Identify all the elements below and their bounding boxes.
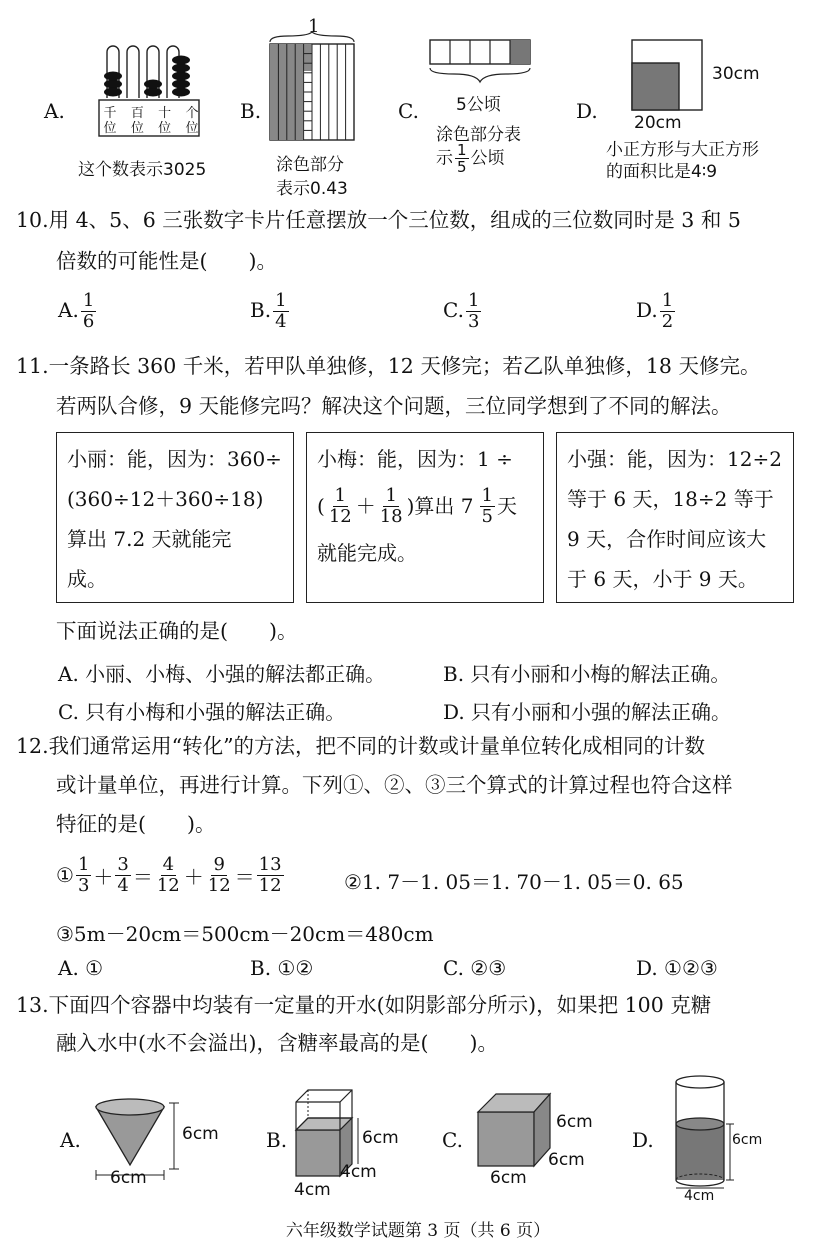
plus-sign: ＋ (183, 864, 204, 889)
q11-solution-box-xiaoli (56, 432, 294, 603)
q9-option-d-caption-1: 小正方形与大正方形 (606, 140, 759, 160)
box-line: 算出 7.2 天就能完 (67, 527, 232, 551)
q10-line-1: 10.用 4、5、6 三张数字卡片任意摆放一个三位数，组成的三位数同时是 3 和 5 (16, 208, 741, 232)
q10-option-d[interactable] (636, 291, 677, 332)
q11-solution-box-xiaomei (306, 432, 544, 603)
q12-option-c[interactable]: C. ②③ (443, 956, 507, 980)
q11-option-a[interactable]: A. 小丽、小梅、小强的解法都正确。 (58, 662, 386, 686)
fraction (480, 486, 495, 527)
q10-option-b[interactable] (250, 291, 291, 332)
plus-sign: ＋ (355, 494, 376, 518)
fraction-numerator: 1 (77, 853, 90, 875)
abacus-label-ones: 个位 (185, 106, 199, 136)
q13-line-2: 融入水中(水不会溢出)，含糖率最高的是( )。 (56, 1031, 498, 1055)
fraction-numerator: 1 (457, 141, 467, 159)
option-letter: C. (443, 298, 464, 322)
option-letter: A. (58, 298, 79, 322)
box-line: 成。 (67, 567, 107, 591)
q9-option-d-letter: D. (576, 99, 598, 123)
fraction (206, 855, 233, 896)
fraction (115, 855, 130, 896)
fraction-denominator: 6 (82, 311, 95, 332)
q13-option-c-depth: 6cm (548, 1150, 585, 1170)
circled-one: ① (56, 863, 74, 887)
q10-option-a[interactable] (58, 291, 98, 332)
fraction-numerator: 13 (258, 853, 282, 875)
box-line: 等于 6 天，18÷2 等于 (567, 487, 774, 511)
equals-sign: ＝ (132, 864, 153, 889)
option-fraction (660, 291, 675, 332)
q13-option-a-letter[interactable]: A. (60, 1128, 81, 1152)
q11-option-c[interactable]: C. 只有小梅和小强的解法正确。 (58, 700, 346, 724)
fraction (257, 855, 284, 896)
q12-line-2: 或计量单位，再进行计算。下列①、②、③三个算式的计算过程也符合这样 (56, 773, 733, 797)
q13-option-c-letter[interactable]: C. (442, 1128, 463, 1152)
q12-line-1: 12.我们通常运用“转化”的方法，把不同的计数或计量单位转化成相同的计数 (16, 734, 706, 758)
option-fraction (466, 291, 481, 332)
q13-line-1: 13.下面四个容器中均装有一定量的开水(如阴影部分所示)，如果把 100 克糖 (16, 993, 712, 1017)
q11-line-1: 11.一条路长 360 千米，若甲队单独修，12 天修完；若乙队单独修，18 天修完。 (16, 354, 761, 378)
q9-option-b-top-label: 1 (308, 16, 320, 37)
plus-sign: ＋ (93, 864, 114, 889)
option-fraction (273, 291, 288, 332)
box-line: 小强：能，因为：12÷2 (567, 447, 782, 471)
q13-option-b-depth: 4cm (340, 1162, 377, 1182)
q13-option-a-width: 6cm (110, 1168, 147, 1188)
q13-option-d-height: 6cm (732, 1132, 763, 1148)
q13-option-c-height: 6cm (556, 1112, 593, 1132)
fraction-denominator: 2 (661, 311, 674, 332)
q13-option-d-width: 4cm (684, 1188, 715, 1204)
fraction-denominator: 3 (467, 311, 480, 332)
q9-option-d-side-label: 30cm (712, 64, 760, 84)
q12-option-b[interactable]: B. ①② (250, 956, 314, 980)
q13-option-a-height: 6cm (182, 1124, 219, 1144)
box-line: 小丽：能，因为：360÷ (67, 447, 282, 471)
q11-option-d[interactable]: D. 只有小丽和小强的解法正确。 (443, 700, 732, 724)
option-fraction (81, 291, 96, 332)
fraction-denominator: 12 (207, 874, 231, 896)
fraction-denominator: 18 (379, 505, 403, 527)
fraction-numerator: 1 (467, 290, 480, 311)
q12-expression-3: ③5m－20cm＝500cm－20cm＝480cm (56, 922, 434, 946)
q9-option-d-caption-2: 的面积比是4∶9 (606, 162, 718, 182)
q12-expression-2: ②1. 7－1. 05＝1. 70－1. 05＝0. 65 (344, 870, 684, 894)
q11-option-b[interactable]: B. 只有小丽和小梅的解法正确。 (443, 662, 731, 686)
abacus-label-thousands: 千位 (103, 106, 117, 136)
q9-option-c-caption-2: 涂色部分表 (436, 125, 521, 145)
box-line: (360÷12＋360÷18) (67, 487, 264, 511)
q11-question: 下面说法正确的是( )。 (56, 619, 298, 643)
option-letter: D. (636, 298, 658, 322)
q12-option-a[interactable]: A. ① (58, 956, 104, 980)
fraction (327, 486, 354, 527)
q10-option-c[interactable] (443, 291, 483, 332)
page-footer: 六年级数学试题第 3 页（共 6 页） (285, 1221, 551, 1241)
box-line-fractions (317, 479, 533, 533)
q9-option-c-letter: C. (398, 99, 419, 123)
box-text: 天 (496, 494, 517, 518)
fraction-numerator: 1 (82, 290, 95, 311)
q13-option-b-width: 4cm (294, 1180, 331, 1200)
fraction-numerator: 1 (661, 290, 674, 311)
fraction-numerator: 1 (385, 484, 397, 506)
q9-option-c-fraction (455, 142, 469, 175)
box-line: 就能完成。 (317, 541, 417, 565)
q9-option-b-caption-1: 涂色部分 (276, 155, 344, 175)
hectare-bar-figure (428, 38, 534, 90)
q9-option-b-caption-2: 表示0.43 (276, 179, 348, 199)
q13-option-b-height: 6cm (362, 1128, 399, 1148)
fraction-numerator: 1 (334, 484, 346, 506)
box-line: 于 6 天，小于 9 天。 (567, 567, 758, 591)
fraction-numerator: 4 (162, 853, 175, 875)
q12-option-d[interactable]: D. ①②③ (636, 956, 718, 980)
fraction (378, 486, 405, 527)
q9-option-c-caption-3-pre: 示 (436, 148, 453, 169)
abacus-place-labels (103, 106, 199, 136)
fraction (155, 855, 182, 896)
q11-solution-box-xiaoqiang (556, 432, 794, 603)
abacus-label-tens: 十位 (158, 106, 172, 136)
fraction-denominator: 4 (275, 311, 287, 332)
q9-option-d-bottom-label: 20cm (634, 113, 682, 133)
q13-option-d-letter[interactable]: D. (632, 1128, 654, 1152)
fraction-denominator: 5 (481, 505, 493, 527)
q10-line-2: 倍数的可能性是( )。 (56, 249, 277, 273)
fraction-numerator: 1 (275, 290, 287, 311)
q9-option-c-caption-3-post: 公顷 (470, 148, 505, 169)
q11-line-2: 若两队合修，9 天能修完吗？解决这个问题，三位同学想到了不同的解法。 (56, 394, 732, 418)
fraction-numerator: 1 (481, 484, 493, 506)
box-line: 小梅：能，因为：1 ÷ (317, 447, 513, 471)
q12-expression-1 (56, 848, 286, 902)
q12-line-3: 特征的是( )。 (56, 812, 216, 836)
cube-container-figure (474, 1090, 554, 1170)
q9-option-c-caption-3 (436, 142, 505, 175)
fraction-denominator: 12 (258, 874, 282, 896)
option-letter: B. (250, 298, 272, 322)
fraction (76, 855, 91, 896)
fraction-numerator: 3 (117, 853, 129, 875)
equals-sign: ＝ (234, 864, 255, 889)
box-line: 9 天，合作时间应该大 (567, 527, 767, 551)
fraction-denominator: 4 (117, 874, 129, 896)
fraction-numerator: 9 (213, 853, 225, 875)
fraction-denominator: 5 (457, 158, 467, 176)
fraction-denominator: 12 (328, 505, 352, 527)
fraction-denominator: 12 (156, 874, 180, 896)
paren: ( (317, 494, 325, 518)
q13-option-b-letter[interactable]: B. (266, 1128, 288, 1152)
q9-option-b-letter: B. (240, 99, 262, 123)
decimal-grid-figure (268, 32, 358, 142)
q9-option-c-caption-1: 5公顷 (456, 95, 501, 115)
q9-option-a-caption: 这个数表示3025 (78, 160, 207, 180)
q9-option-a-letter: A. (44, 99, 65, 123)
squares-figure (630, 38, 704, 112)
fraction-denominator: 3 (77, 874, 90, 896)
q13-option-c-width: 6cm (490, 1168, 527, 1188)
abacus-label-hundreds: 百位 (130, 106, 144, 136)
box-text: )算出 7 (406, 494, 474, 518)
